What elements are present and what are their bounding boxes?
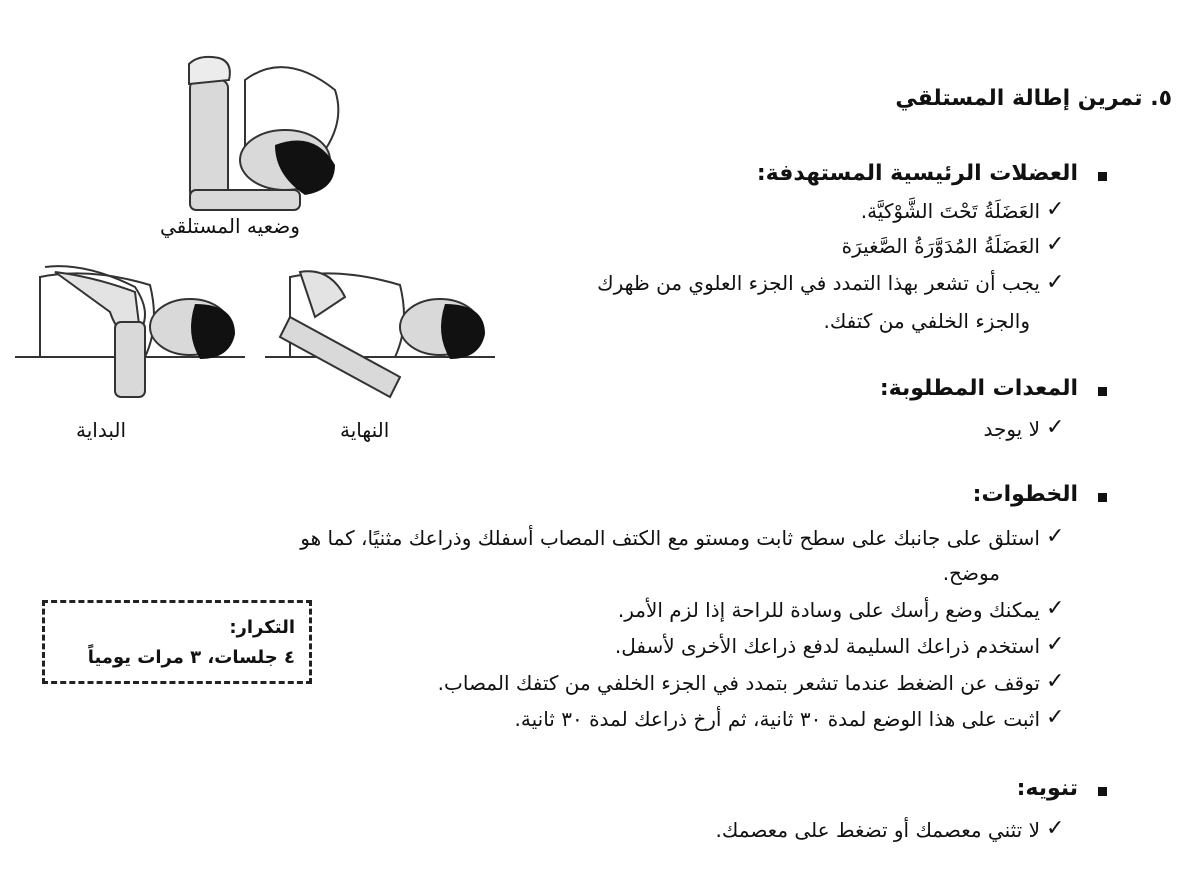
muscle-item: العَضَلَةُ المُدَوَّرَةُ الصَّغيرَة <box>841 234 1040 258</box>
step-item: توقف عن الضغط عندما تشعر بتمدد في الجزء الخلفي من كتفك المصاب. <box>437 671 1040 695</box>
caption-start: البداية <box>76 418 127 442</box>
bullet-icon <box>1098 787 1107 796</box>
caption-end: النهاية <box>340 418 390 442</box>
start-position-image <box>15 262 245 412</box>
section-heading-note: تنويه: <box>1016 776 1078 801</box>
step-item-continued: موضح. <box>942 561 1000 585</box>
repetition-box <box>42 600 312 684</box>
check-icon: ✓ <box>1046 524 1065 549</box>
check-icon: ✓ <box>1046 415 1065 440</box>
page-title: ٥. تمرين إطالة المستلقي <box>895 86 1172 111</box>
step-item: استلق على جانبك على سطح ثابت ومستو مع الكتف المصاب أسفلك وذراعك مثنيًا، كما هو <box>300 526 1040 550</box>
end-position-image <box>265 262 495 412</box>
check-icon: ✓ <box>1046 632 1065 657</box>
section-heading-steps: الخطوات: <box>972 482 1078 507</box>
check-icon: ✓ <box>1046 669 1065 694</box>
step-item: يمكنك وضع رأسك على وسادة للراحة إذا لزم الأمر. <box>617 598 1040 622</box>
muscle-item: العَضَلَةُ تَحْتَ الشَّوْكيَّة. <box>860 199 1040 223</box>
check-icon: ✓ <box>1046 596 1065 621</box>
caption-sleeper-position: وضعيه المستلقي <box>160 214 300 238</box>
bullet-icon <box>1098 493 1107 502</box>
check-icon: ✓ <box>1046 705 1065 730</box>
step-item: اثبت على هذا الوضع لمدة ٣٠ ثانية، ثم أرخ ذراعك لمدة ٣٠ ثانية. <box>514 707 1040 731</box>
repetition-label: التكرار: <box>229 617 295 638</box>
check-icon: ✓ <box>1046 270 1065 295</box>
section-heading-muscles: العضلات الرئيسية المستهدفة: <box>756 161 1078 186</box>
muscle-item-continued: والجزء الخلفي من كتفك. <box>823 309 1030 333</box>
muscle-item: يجب أن تشعر بهذا التمدد في الجزء العلوي من ظهرك <box>597 271 1040 295</box>
check-icon: ✓ <box>1046 232 1065 257</box>
step-item: استخدم ذراعك السليمة لدفع ذراعك الأخرى لأسفل. <box>614 634 1040 658</box>
check-icon: ✓ <box>1046 816 1065 841</box>
bullet-icon <box>1098 387 1107 396</box>
equipment-item: لا يوجد <box>983 417 1040 441</box>
repetition-value: ٤ جلسات، ٣ مرات يومياً <box>87 647 295 668</box>
note-item: لا تثني معصمك أو تضغط على معصمك. <box>715 818 1040 842</box>
bullet-icon <box>1098 172 1107 181</box>
section-heading-equipment: المعدات المطلوبة: <box>879 376 1078 401</box>
sleeper-position-image <box>175 50 375 210</box>
check-icon: ✓ <box>1046 197 1065 222</box>
